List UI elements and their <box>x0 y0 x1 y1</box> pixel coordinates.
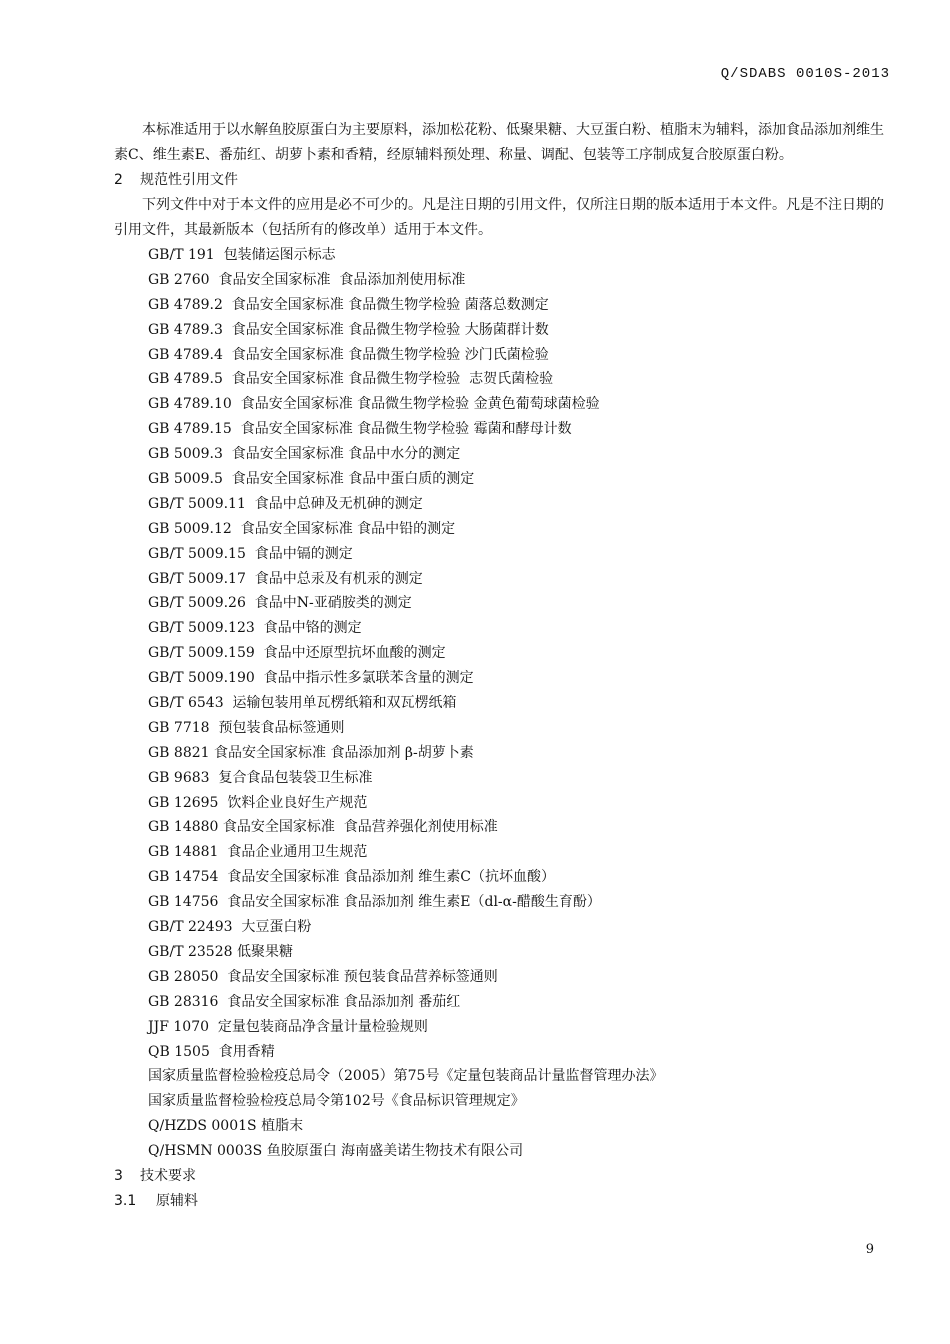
references-intro-paragraph: 下列文件中对于本文件的应用是必不可少的。凡是注日期的引用文件，仅所注日期的版本适用于本文件。凡是不注日期的引用文件，其最新版本（包括所有的修改单）适用于本文件。 <box>114 197 884 238</box>
reference-item: GB 4789.4 食品安全国家标准 食品微生物学检验 沙门氏菌检验 <box>148 346 549 363</box>
reference-item: GB 14754 食品安全国家标准 食品添加剂 维生素C（抗坏血酸） <box>148 869 555 886</box>
section-2-number: 2 <box>114 172 123 188</box>
section-2-title: 规范性引用文件 <box>140 172 238 188</box>
reference-item: GB 4789.15 食品安全国家标准 食品微生物学检验 霉菌和酵母计数 <box>148 421 572 438</box>
reference-item: GB 28316 食品安全国家标准 食品添加剂 番茄红 <box>148 993 461 1010</box>
reference-item: GB/T 5009.190 食品中指示性多氯联苯含量的测定 <box>148 670 474 687</box>
reference-item: GB 14881 食品企业通用卫生规范 <box>148 844 368 861</box>
reference-item: GB/T 191 包装储运图示标志 <box>148 247 336 263</box>
reference-list <box>114 243 884 1164</box>
reference-item: GB 14880 食品安全国家标准 食品营养强化剂使用标准 <box>148 819 498 836</box>
reference-item: GB 8821 食品安全国家标准 食品添加剂 β-胡萝卜素 <box>148 744 474 761</box>
reference-item: Q/HSMN 0003S 鱼胶原蛋白 海南盛美诺生物技术有限公司 <box>148 1143 524 1160</box>
reference-item: GB 5009.5 食品安全国家标准 食品中蛋白质的测定 <box>148 471 475 488</box>
page-content <box>114 118 884 1214</box>
reference-item: 国家质量监督检验检疫总局令（2005）第75号《定量包装商品计量监督管理办法》 <box>148 1068 664 1085</box>
reference-item: JJF 1070 定量包装商品净含量计量检验规则 <box>148 1018 428 1035</box>
reference-item: GB 7718 预包装食品标签通则 <box>148 719 345 736</box>
section-3-1-number: 3.1 <box>114 1192 137 1209</box>
reference-item: GB/T 5009.123 食品中铬的测定 <box>148 620 362 637</box>
section-2-heading <box>114 168 884 193</box>
section-3-heading <box>114 1164 884 1189</box>
reference-item: GB 4789.10 食品安全国家标准 食品微生物学检验 金黄色葡萄球菌检验 <box>148 396 600 413</box>
reference-item: GB/T 5009.11 食品中总砷及无机砷的测定 <box>148 495 423 512</box>
reference-item: GB 4789.3 食品安全国家标准 食品微生物学检验 大肠菌群计数 <box>148 321 549 338</box>
reference-item: GB 28050 食品安全国家标准 预包装食品营养标签通则 <box>148 968 498 985</box>
section-3-number: 3 <box>114 1167 123 1184</box>
reference-item: GB 14756 食品安全国家标准 食品添加剂 维生素E（dl-α-醋酸生育酚） <box>148 894 601 911</box>
section-3-title: 技术要求 <box>140 1167 196 1184</box>
reference-item: GB/T 6543 运输包装用单瓦楞纸箱和双瓦楞纸箱 <box>148 695 457 712</box>
reference-item: GB/T 5009.26 食品中N-亚硝胺类的测定 <box>148 595 412 612</box>
reference-item: GB 2760 食品安全国家标准 食品添加剂使用标准 <box>148 271 466 288</box>
reference-item: GB 9683 复合食品包装袋卫生标准 <box>148 769 373 786</box>
reference-item: GB 12695 饮料企业良好生产规范 <box>148 794 368 811</box>
reference-item: 国家质量监督检验检疫总局令第102号《食品标识管理规定》 <box>148 1093 525 1110</box>
reference-item: GB 5009.12 食品安全国家标准 食品中铅的测定 <box>148 520 456 537</box>
section-3-1-heading <box>114 1189 884 1214</box>
reference-item: GB/T 22493 大豆蛋白粉 <box>148 919 312 936</box>
reference-item: GB/T 5009.159 食品中还原型抗坏血酸的测定 <box>148 645 446 662</box>
page-number: 9 <box>865 1242 874 1257</box>
reference-item: GB 5009.3 食品安全国家标准 食品中水分的测定 <box>148 446 461 463</box>
reference-item: GB 4789.2 食品安全国家标准 食品微生物学检验 菌落总数测定 <box>148 296 549 313</box>
document-code-header: Q/SDABS 0010S-2013 <box>720 66 890 82</box>
reference-item: Q/HZDS 0001S 植脂末 <box>148 1118 304 1135</box>
reference-item: QB 1505 食用香精 <box>148 1043 275 1060</box>
scope-paragraph: 本标准适用于以水解鱼胶原蛋白为主要原料，添加松花粉、低聚果糖、大豆蛋白粉、植脂末为辅料，添加食品添加剂维生素C、维生素E、番茄红、胡萝卜素和香精，经原辅料预处理、称量、调配、包装等工序制成复合胶原蛋白粉。 <box>114 122 884 163</box>
reference-item: GB/T 5009.15 食品中镉的测定 <box>148 545 353 562</box>
reference-item: GB 4789.5 食品安全国家标准 食品微生物学检验 志贺氏菌检验 <box>148 371 554 388</box>
reference-item: GB/T 5009.17 食品中总汞及有机汞的测定 <box>148 570 423 587</box>
section-3-1-title: 原辅料 <box>156 1192 198 1209</box>
reference-item: GB/T 23528 低聚果糖 <box>148 943 293 960</box>
